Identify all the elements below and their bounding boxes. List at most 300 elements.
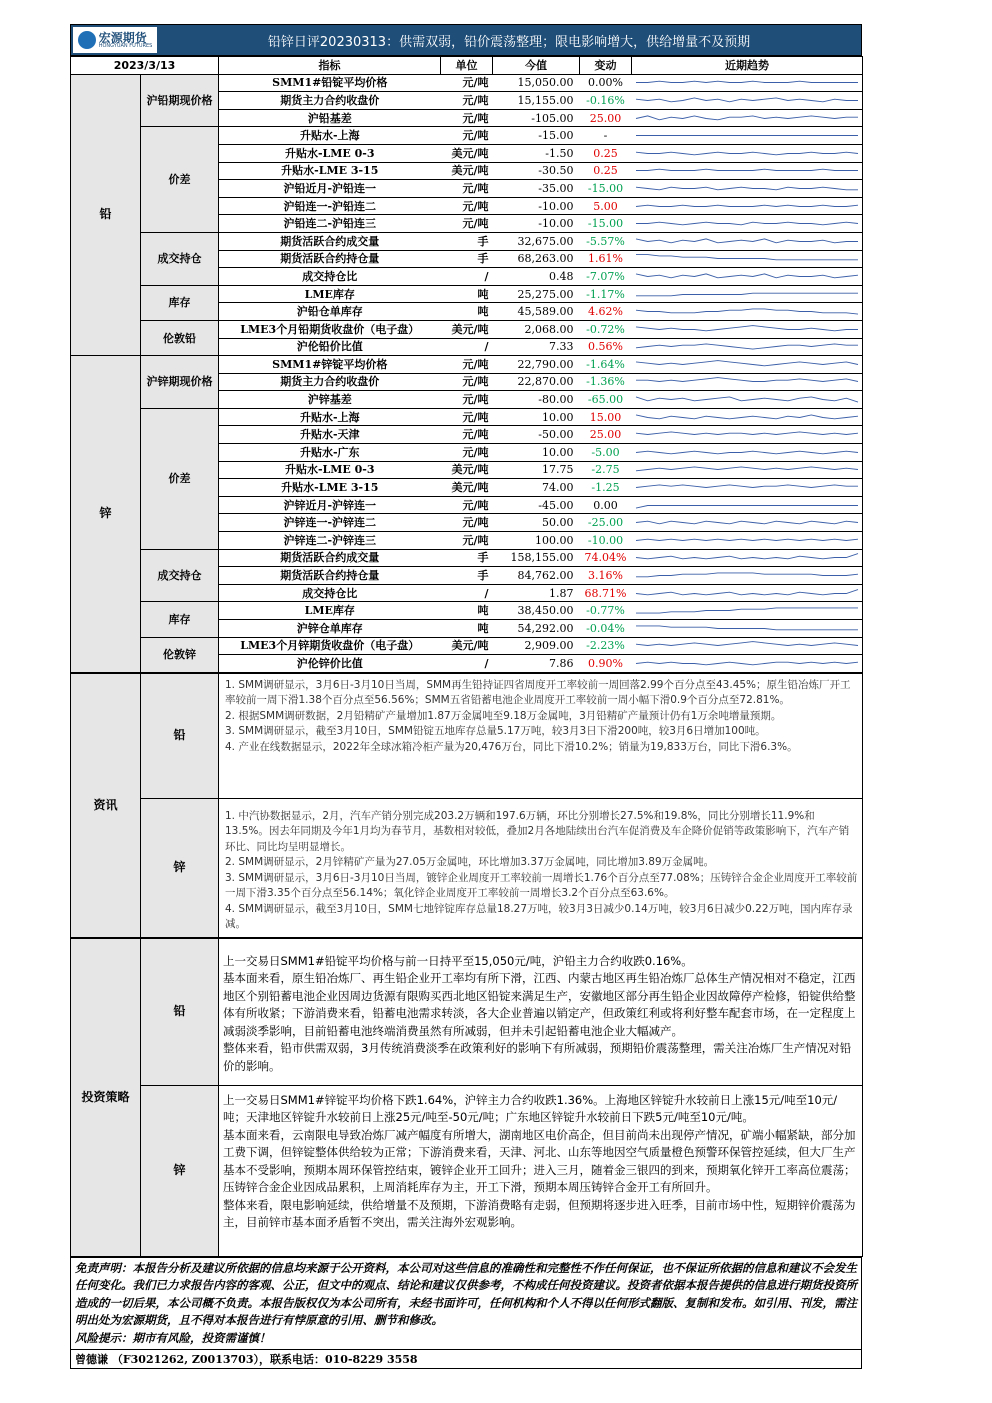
indicator-value: 15,050.00 [493,74,580,92]
indicator-name: 沪伦锌价比值 [219,655,441,673]
trend-cell [632,268,863,286]
trend-line [636,187,858,190]
indicator-change: -1.36% [580,373,632,391]
indicator-value: -80.00 [493,391,580,409]
indicator-change: -1.64% [580,356,632,374]
section-label: 铅 [71,74,141,356]
indicator-change: 0.25 [580,144,632,162]
indicator-change: 25.00 [580,426,632,444]
indicator-row [71,320,863,338]
indicator-unit: / [441,655,493,673]
trend-line [636,485,858,488]
indicator-unit: 美元/吨 [441,144,493,162]
indicator-name: 升贴水-上海 [219,408,441,426]
trend-sparkline [634,181,860,196]
indicator-change: 1.61% [580,250,632,268]
indicator-row [71,285,863,303]
trend-line [636,293,858,296]
logo-mark-icon [78,31,96,49]
indicator-unit: 元/吨 [441,373,493,391]
indicator-unit: 美元/吨 [441,162,493,180]
indicator-value: 22,790.00 [493,356,580,374]
trend-line [636,642,858,646]
indicator-name: LME库存 [219,602,441,620]
disclaimer [71,1257,862,1350]
indicator-unit: 元/吨 [441,426,493,444]
trend-sparkline [634,304,860,319]
trend-sparkline [634,357,860,372]
strategy-lead-para: 基本面来看，原生铅冶炼厂、再生铅企业开工率均有所下滑，江西、内蒙古地区再生铅冶炼厂总体生产情况相对不稳定，江西地区个别铅蓄电池企业因周边货源有限购买西北地区铅锭来满足生产，安徽地区部分再生铅企业因故障停产检修，铅锭供给整体有所收紧；下游消费来看，铅蓄电池需求转淡，各大企业普遍以销定产，但政策红利或将利好整车配套市场，在一定程度上减弱淡季影响，目前铅蓄电池终端消费虽然有所减弱，但并未引起铅蓄电池企业大幅减产。 [223,971,856,1038]
trend-sparkline [634,146,860,161]
trend-cell [632,496,863,514]
trend-line [636,255,858,260]
trend-cell [632,303,863,321]
news-zinc-line: 1. 中汽协数据显示，2月，汽车产销分别完成203.2万辆和197.6万辆，环比分别增长27.5%和19.8%，同比分别增长11.9%和13.5%。因去年同期及今年1月均为春节月，基数相对较低，叠加2月各地陆续出台汽车促消费及车企降价促销等政策影响下，汽车产销环比、同比均呈明显增长。 [225,809,850,853]
indicator-name: 期货活跃合约成交量 [219,232,441,250]
trend-sparkline [634,603,860,618]
indicator-unit: 美元/吨 [441,461,493,479]
indicator-name: 升贴水-LME 3-15 [219,162,441,180]
indicator-unit: 元/吨 [441,109,493,127]
indicator-change: 15.00 [580,408,632,426]
risk-warning: 风险提示：期市有风险，投资需谨慎！ [75,1330,271,1345]
indicator-unit: 手 [441,567,493,585]
trend-sparkline [634,234,860,249]
news-table [70,673,863,938]
indicator-unit: 手 [441,250,493,268]
group-label: 库存 [141,602,219,637]
trend-line [636,451,858,454]
indicator-value: -50.00 [493,426,580,444]
trend-line [636,222,858,225]
indicator-value: 74.00 [493,479,580,497]
trend-line [636,539,858,540]
group-label: 价差 [141,127,219,233]
indicator-change: 0.90% [580,655,632,673]
trend-sparkline [634,533,860,548]
indicator-value: 7.86 [493,655,580,673]
trend-sparkline [634,515,860,530]
trend-cell [632,232,863,250]
indicator-name: 沪铅基差 [219,109,441,127]
col-change: 变动 [580,57,632,75]
indicator-name: 沪铅近月-沪铅连一 [219,180,441,198]
group-label: 伦敦锌 [141,637,219,672]
news-lead-line: 4. 产业在线数据显示，2022年全球冰箱冷柜产量为20,476万台，同比下滑10.2%；销量为19,833万台，同比下滑6.3%。 [225,740,798,753]
trend-sparkline [634,480,860,495]
indicator-name: 升贴水-天津 [219,426,441,444]
indicator-change: -15.00 [580,215,632,233]
indicator-name: 沪铅连一-沪铅连二 [219,197,441,215]
trend-cell [632,637,863,655]
indicator-name: 沪锌连一-沪锌连二 [219,514,441,532]
news-zinc-line: 4. SMM调研显示，截至3月10日，SMM七地锌锭库存总量18.27万吨，较3月3日减少0.14万吨，较3月6日减少0.22万吨，国内库存录减。 [225,902,853,931]
indicator-unit: 美元/吨 [441,637,493,655]
indicator-value: 158,155.00 [493,549,580,567]
trend-sparkline [634,498,860,513]
trend-sparkline [634,568,860,583]
indicator-value: 25,275.00 [493,285,580,303]
trend-sparkline [634,462,860,477]
col-trend: 近期趋势 [632,57,863,75]
indicator-row [71,127,863,145]
indicator-change: -65.00 [580,391,632,409]
trend-sparkline [634,392,860,407]
indicator-change: 5.00 [580,197,632,215]
trend-cell [632,461,863,479]
indicator-unit: 元/吨 [441,496,493,514]
report-page [70,24,862,1369]
news-lead-block [219,673,863,798]
indicator-name: 期货活跃合约持仓量 [219,567,441,585]
indicator-change: -25.00 [580,514,632,532]
indicator-unit: 手 [441,549,493,567]
trend-sparkline [634,427,860,442]
indicator-change: -5.57% [580,232,632,250]
indicator-change: 0.00 [580,496,632,514]
group-label: 库存 [141,285,219,320]
trend-cell [632,338,863,356]
trend-line [636,152,858,155]
trend-cell [632,655,863,673]
indicator-value: 15,155.00 [493,92,580,110]
indicator-name: 期货活跃合约成交量 [219,549,441,567]
trend-cell [632,356,863,374]
indicator-unit: 美元/吨 [441,479,493,497]
strategy-zinc-block [219,1085,863,1256]
strategy-label: 投资策略 [71,938,141,1256]
trend-sparkline [634,128,860,143]
trend-sparkline [634,93,860,108]
indicator-unit: 元/吨 [441,444,493,462]
indicator-name: 沪伦铅价比值 [219,338,441,356]
trend-sparkline [634,638,860,653]
trend-line [636,274,858,278]
news-zinc-label: 锌 [141,798,219,937]
indicator-unit: / [441,584,493,602]
trend-cell [632,620,863,638]
indicator-row [71,74,863,92]
trend-cell [632,144,863,162]
trend-line [636,325,858,330]
indicator-change: -15.00 [580,180,632,198]
indicator-unit: / [441,338,493,356]
indicator-value: 2,909.00 [493,637,580,655]
indicator-value: -15.00 [493,127,580,145]
indicator-name: LME3个月铅期货收盘价（电子盘） [219,320,441,338]
indicator-unit: 元/吨 [441,74,493,92]
indicator-value: 22,870.00 [493,373,580,391]
indicator-unit: 元/吨 [441,197,493,215]
indicator-value: -30.50 [493,162,580,180]
indicator-unit: 元/吨 [441,532,493,550]
indicator-change: 74.04% [580,549,632,567]
indicator-unit: 元/吨 [441,408,493,426]
report-header [70,24,862,56]
trend-cell [632,549,863,567]
indicator-value: 2,068.00 [493,320,580,338]
indicator-row [71,408,863,426]
indicator-change: -0.04% [580,620,632,638]
trend-sparkline [634,339,860,354]
trend-line [636,205,858,206]
trend-sparkline [634,374,860,389]
indicator-change: 25.00 [580,109,632,127]
trend-line [636,397,858,402]
news-label: 资讯 [71,673,141,937]
indicator-change: -7.07% [580,268,632,286]
trend-cell [632,320,863,338]
news-lead-line: 2. 根据SMM调研数据，2月铅精矿产量增加1.87万金属吨至9.18万金属吨，3月铅精矿产量预计仍有1万余吨增量预期。 [225,709,782,722]
indicator-change: -10.00 [580,532,632,550]
indicator-change: 0.25 [580,162,632,180]
trend-line [636,505,858,508]
group-label: 沪铅期现价格 [141,74,219,127]
logo-cn: 宏源期货 [98,30,147,45]
trend-line [636,521,858,524]
col-unit: 单位 [441,57,493,75]
group-label: 沪锌期现价格 [141,356,219,409]
trend-line [636,344,858,349]
trend-cell [632,215,863,233]
indicator-value: 1.87 [493,584,580,602]
indicator-name: 沪锌连二-沪锌连三 [219,532,441,550]
indicator-change: -5.00 [580,444,632,462]
trend-line [636,98,858,102]
trend-line [636,554,858,559]
indicator-name: 升贴水-LME 3-15 [219,479,441,497]
indicator-value: 45,589.00 [493,303,580,321]
indicator-value: -35.00 [493,180,580,198]
trend-line [636,608,858,613]
indicator-value: 84,762.00 [493,567,580,585]
indicator-value: -105.00 [493,109,580,127]
news-zinc-line: 3. SMM调研显示，3月6日-3月10日当周，镀锌企业周度开工率较前一周增长1.76个百分点至77.08%；压铸锌合金企业周度开工率较前一周下滑3.35个百分点至56.14%；氧化锌企业周度开工率较前一周增长3.2个百分点至63.6%。 [225,871,858,900]
indicator-name: 升贴水-广东 [219,444,441,462]
strategy-zinc-label: 锌 [141,1085,219,1256]
news-lead-label: 铅 [141,673,219,798]
footer-table [70,1257,862,1370]
indicator-name: 沪铅仓单库存 [219,303,441,321]
group-label: 成交持仓 [141,232,219,285]
indicator-value: 50.00 [493,514,580,532]
indicator-value: 54,292.00 [493,620,580,638]
trend-sparkline [634,75,860,90]
trend-sparkline [634,550,860,565]
indicator-value: 10.00 [493,444,580,462]
indicator-unit: 元/吨 [441,215,493,233]
trend-sparkline [634,163,860,178]
trend-cell [632,74,863,92]
indicator-unit: 吨 [441,602,493,620]
strategy-lead-label: 铅 [141,938,219,1085]
disclaimer-text: 免责声明：本报告分析及建议所依据的信息均来源于公开资料，本公司对这些信息的准确性和完整性不作任何保证，也不保证所依据的信息和建议不会发生任何变化。我们已力求报告内容的客观、公正，但文中的观点、结论和建议仅供参考，不构成任何投资建议。投资者依据本报告提供的信息进行期货投资所造成的一切后果，本公司概不负责。本报告版权仅为本公司所有，未经书面许可，任何机构和个人不得以任何形式翻版、复制和发布。如引用、刊发，需注明出处为宏源期货，且不得对本报告进行有悖原意的引用、删节和修改。 [75,1260,857,1328]
column-header-row [71,57,863,75]
trend-sparkline [634,269,860,284]
indicator-name: 沪锌近月-沪锌连一 [219,496,441,514]
group-label: 成交持仓 [141,549,219,602]
indicator-change: - [580,127,632,145]
trend-cell [632,584,863,602]
indicator-value: 100.00 [493,532,580,550]
indicator-row [71,232,863,250]
indicator-value: 7.33 [493,338,580,356]
indicator-row [71,602,863,620]
strategy-zinc-para: 上一交易日SMM1#锌锭平均价格下跌1.64%，沪锌主力合约收跌1.36%。上海地区锌锭升水较前日上涨15元/吨至10元/吨；天津地区锌锭升水较前日上涨25元/吨至-50元/吨；广东地区锌锭升水较前日下跌5元/吨至10元/吨。 [223,1092,838,1125]
trend-sparkline [634,656,860,671]
logo-en: HONGYUAN FUTURES [98,42,153,49]
indicator-change: -0.72% [580,320,632,338]
trend-sparkline [634,216,860,231]
indicator-value: 0.48 [493,268,580,286]
trend-line [636,589,858,594]
indicator-name: 沪锌基差 [219,391,441,409]
trend-cell [632,180,863,198]
trend-cell [632,162,863,180]
trend-cell [632,127,863,145]
indicator-name: SMM1#铅锭平均价格 [219,74,441,92]
author-contact: 曾德谦 （F3021262, Z0013703），联系电话：010-8229 3558 [71,1350,862,1369]
trend-line [636,309,858,314]
indicator-name: SMM1#锌锭平均价格 [219,356,441,374]
indicator-value: -10.00 [493,215,580,233]
trend-sparkline [634,287,860,302]
indicator-unit: 元/吨 [441,92,493,110]
indicator-change: -0.77% [580,602,632,620]
company-logo [73,27,157,53]
indicator-change: -0.16% [580,92,632,110]
indicator-unit: 元/吨 [441,391,493,409]
indicator-name: 升贴水-LME 0-3 [219,144,441,162]
trend-cell [632,602,863,620]
trend-cell [632,444,863,462]
indicator-name: 期货主力合约收盘价 [219,92,441,110]
trend-line [636,662,858,665]
indicator-name: 期货主力合约收盘价 [219,373,441,391]
report-title: 铅锌日评20230313：供需双弱，铅价震荡整理；限电影响增大，供给增量不及预期 [267,34,751,50]
col-indicator: 指标 [219,57,441,75]
news-lead-line: 3. SMM调研显示，截至3月10日，SMM铅锭五地库存总量5.17万吨，较3月3日下滑200吨，较3月6日增加100吨。 [225,725,766,738]
indicator-name: 沪铅连二-沪铅连三 [219,215,441,233]
indicator-unit: 元/吨 [441,180,493,198]
trend-line [636,432,858,435]
indicator-unit: 手 [441,232,493,250]
news-zinc-line: 2. SMM调研显示，2月锌精矿产量为27.05万金属吨，环比增加3.37万金属吨，同比增加3.89万金属吨。 [225,856,715,869]
trend-cell [632,532,863,550]
indicator-unit: / [441,268,493,286]
trend-line [636,415,858,419]
indicator-change: 68.71% [580,584,632,602]
trend-cell [632,514,863,532]
indicator-unit: 元/吨 [441,127,493,145]
indicator-change: 3.16% [580,567,632,585]
indicator-name: 期货活跃合约持仓量 [219,250,441,268]
indicator-name: LME3个月锌期货收盘价（电子盘） [219,637,441,655]
trend-cell [632,567,863,585]
indicator-row [71,356,863,374]
trend-sparkline [634,621,860,636]
strategy-lead-para: 整体来看，铅市供需双弱，3月传统消费淡季在政策利好的影响下有所减弱，预期铅价震荡整理，需关注冶炼厂生产情况对铅价的影响。 [223,1041,852,1073]
strategy-zinc-para: 基本面来看，云南限电导致冶炼厂减产幅度有所增大，湖南地区电价高企，但目前尚未出现停产情况，矿端小幅紧缺，部分加工费下调，但锌锭整体供给较为正常；下游消费来看，天津、河北、山东等地因空气质量橙色预警环保管控延续，但大厂生产基本不受影响，预期本周环保管控结束，镀锌企业开工回升；进入三月，随着金三银四的到来，预期氧化锌开工率高位震荡；压铸锌合金企业因成品累积，上周消耗库存为主，开工下滑，预期本周压铸锌合金开工有所回升。 [223,1127,856,1195]
indicator-name: 沪锌仓单库存 [219,620,441,638]
indicator-name: 成交持仓比 [219,268,441,286]
indicator-change: 0.00% [580,74,632,92]
trend-sparkline [634,586,860,601]
trend-line [636,82,858,83]
indicator-change: -1.17% [580,285,632,303]
indicator-value: 32,675.00 [493,232,580,250]
trend-cell [632,426,863,444]
indicator-row [71,549,863,567]
indicator-table [70,56,863,673]
strategy-zinc-para: 整体来看，限电影响延续，供给增量不及预期，下游消费略有走弱，但预期将逐步进入旺季，目前市场中性，短期锌价震荡为主，目前锌市基本面矛盾暂不突出，需关注海外宏观影响。 [223,1197,856,1230]
indicator-change: 0.56% [580,338,632,356]
indicator-unit: 元/吨 [441,356,493,374]
trend-cell [632,92,863,110]
trend-line [636,378,858,382]
trend-cell [632,479,863,497]
indicator-value: 10.00 [493,408,580,426]
trend-cell [632,197,863,215]
trend-sparkline [634,111,860,126]
strategy-lead-para: 上一交易日SMM1#铅锭平均价格与前一日持平至15,050元/吨，沪铅主力合约收跌0.16%。 [223,953,693,968]
indicator-row [71,637,863,655]
trend-cell [632,250,863,268]
indicator-value: 68,263.00 [493,250,580,268]
trend-cell [632,391,863,409]
trend-line [636,170,858,171]
indicator-unit: 美元/吨 [441,320,493,338]
trend-sparkline [634,410,860,425]
trend-cell [632,109,863,127]
indicator-value: -10.00 [493,197,580,215]
indicator-name: 升贴水-上海 [219,127,441,145]
indicator-value: 17.75 [493,461,580,479]
trend-line [636,573,858,577]
indicator-unit: 吨 [441,620,493,638]
indicator-unit: 吨 [441,285,493,303]
strategy-lead-block [219,938,863,1085]
indicator-name: LME库存 [219,285,441,303]
trend-line [636,626,858,630]
trend-sparkline [634,445,860,460]
indicator-change: -2.23% [580,637,632,655]
trend-cell [632,408,863,426]
indicator-change: -2.75 [580,461,632,479]
indicator-name: 升贴水-LME 0-3 [219,461,441,479]
indicator-unit: 元/吨 [441,514,493,532]
indicator-unit: 吨 [441,303,493,321]
trend-cell [632,285,863,303]
news-zinc-block [219,798,863,937]
news-lead-line: 1. SMM调研显示，3月6日-3月10日当周，SMM再生铅持证四省周度开工率较前一周回落2.99个百分点至43.45%；原生铅冶炼厂开工率较前一周下滑1.38个百分点至56.56%；SMM五省铅蓄电池企业周度开工率较前一周小幅下滑0.9个百分点至72.81%。 [225,678,851,707]
trend-cell [632,373,863,391]
trend-line [636,115,858,119]
indicator-name: 成交持仓比 [219,584,441,602]
indicator-value: -1.50 [493,144,580,162]
trend-line [636,239,858,243]
group-label: 价差 [141,408,219,549]
col-value: 今值 [493,57,580,75]
indicator-value: 38,450.00 [493,602,580,620]
trend-sparkline [634,251,860,266]
indicator-value: -45.00 [493,496,580,514]
strategy-table [70,938,863,1257]
trend-sparkline [634,199,860,214]
indicator-change: 4.62% [580,303,632,321]
trend-sparkline [634,322,860,337]
trend-line [636,467,858,471]
